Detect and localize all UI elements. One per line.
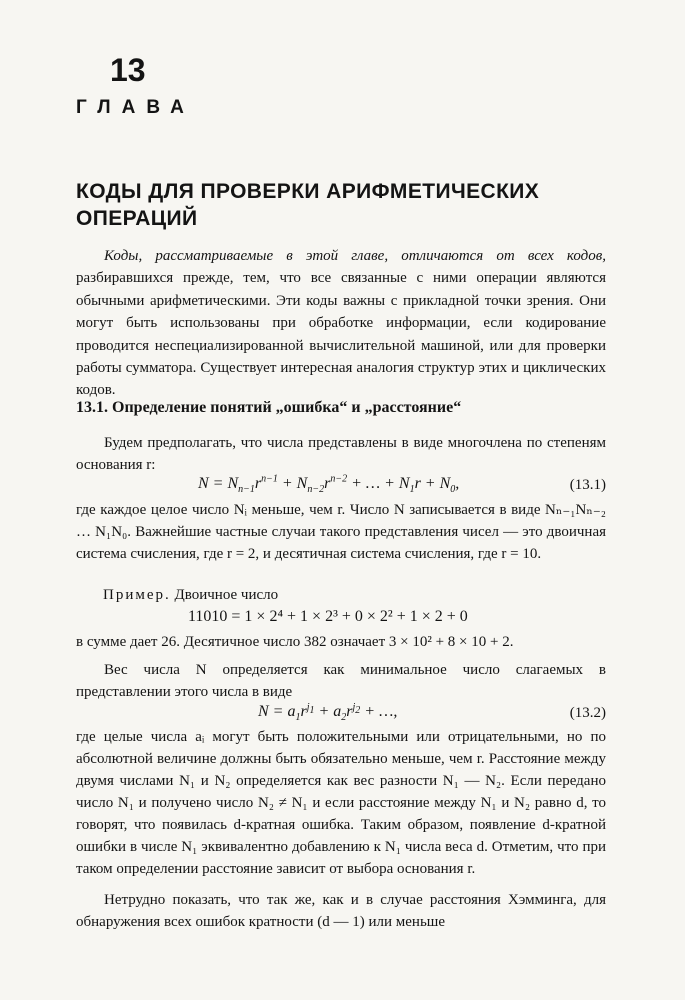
paragraph-4: Вес числа N определяется как минимальное число слагаемых в представлении этого числа в виде [76, 662, 606, 700]
chapter-title-line1: КОДЫ ДЛЯ ПРОВЕРКИ АРИФМЕТИЧЕСКИХ [76, 180, 540, 203]
paragraph-2: где каждое целое число Nᵢ меньше, чем r. Число N записывается в виде Nₙ₋₁Nₙ₋₂ … N₁N₀. Важнейшие частные случаи такого представления чисел — это двоичная система счисления, где r = 2, и десятичная система счисления, где r = 10. [76, 502, 606, 562]
example-label-word: Пример. [103, 587, 171, 603]
paragraph-5: где целые числа aᵢ могут быть положительными или отрицательными, но по абсолютной величине должны быть обязательно меньше, чем r. Расстояние между двумя числами N₁ и N₂ определяется как вес разности N₁ — N₂. Если передано число N₁ и получено число N₂ ≠ N₁ и если расстояние между N₁ и N₂ равно d, то говорят, что появилась d-кратная ошибка. Таким образом, появление d-кратной ошибки в числе N₁ эквивалентно добавлению к N₁ числа веса d. Отметим, что при таком определении расстояние зависит от выбора основания r. [76, 729, 606, 877]
chapter-title [76, 178, 616, 232]
example-text: Двоичное число [174, 587, 279, 603]
binary-formula: 11010 = 1 × 2⁴ + 1 × 2³ + 0 × 2² + 1 × 2 + 0 [188, 608, 468, 625]
chapter-word: ГЛАВА [76, 97, 195, 118]
example-label [103, 587, 278, 604]
paragraph-3: в сумме дает 26. Десятичное число 382 означает 3 × 10² + 8 × 10 + 2. [76, 634, 514, 650]
equation-13-2: $N = a_1r^{j_1} + a_2r^{j_2}$ + …, [258, 701, 398, 724]
abstract-italic: Коды, рассматриваемые в этой главе, отличаются от всех кодов, [104, 248, 606, 264]
section-heading: 13.1. Определение понятий „ошибка“ и „расстояние“ [76, 399, 462, 416]
paragraph-1: Будем предполагать, что числа представлены в виде многочлена по степеням основания r: [76, 435, 606, 473]
chapter-number: 13 [110, 52, 146, 88]
chapter-abstract [76, 245, 606, 402]
equation-number-13-1: (13.1) [569, 477, 606, 493]
abstract-rest: разбиравшихся прежде, тем, что все связанные с ними операции являются обычными арифметическими. Эти коды важны с прикладной точки зрения. Они могут быть использованы при обработке информации, если кодирование проводится неспециализированной вычислительной машиной, или для проверки работы сумматора. Существует интересная аналогия структур этих и циклических кодов. [76, 270, 606, 399]
chapter-title-line2: ОПЕРАЦИЙ [76, 207, 198, 230]
equation-13-1: $N = N_{n-1}r^{n-1} + N_{n-2}r^{n-2}$ + … + $N_1r + N_0$, [198, 473, 460, 496]
paragraph-6: Нетрудно показать, что так же, как и в случае расстояния Хэмминга, для обнаружения всех ошибок кратности (d — 1) или меньше [76, 892, 606, 930]
equation-number-13-2: (13.2) [569, 705, 606, 721]
